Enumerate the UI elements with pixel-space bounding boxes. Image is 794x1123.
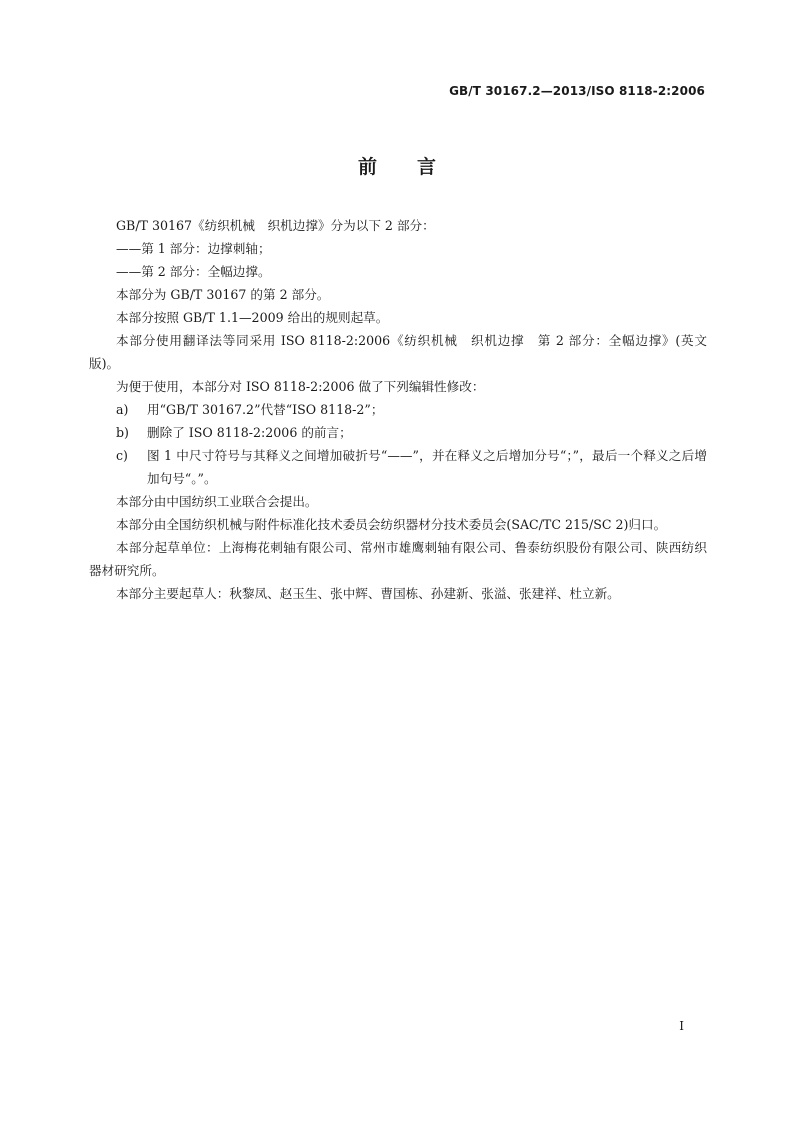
paragraph-parts-intro: GB/T 30167《纺织机械 织机边撑》分为以下 2 部分：: [116, 218, 435, 233]
paragraph-editorial-changes: 为便于使用，本部分对 ISO 8118-2:2006 做了下列编辑性修改：: [116, 379, 485, 394]
list-marker: b): [116, 425, 129, 440]
list-item-text: 删除了 ISO 8118-2:2006 的前言；: [147, 425, 352, 440]
list-marker: a): [116, 402, 129, 417]
paragraph-proposed-by: 本部分由中国纺织工业联合会提出。: [116, 494, 318, 509]
document-body: [89, 214, 707, 605]
paragraph-centralized-by: 本部分由全国纺织机械与附件标准化技术委员会纺织器材分技术委员会(SAC/TC 215/SC 2)归口。: [116, 517, 667, 532]
list-item-text: 用“GB/T 30167.2”代替“ISO 8118-2”；: [147, 402, 384, 417]
paragraph-drafting-units: 本部分起草单位：上海梅花刺轴有限公司、常州市雄鹰刺轴有限公司、鲁泰纺织股份有限公司、陕西纺织器材研究所。: [89, 540, 707, 578]
paragraph-drafting-rules: 本部分按照 GB/T 1.1—2009 给出的规则起草。: [116, 310, 389, 325]
paragraph-drafters: 本部分主要起草人：秋黎凤、赵玉生、张中辉、曹国栋、孙建新、张溢、张建祥、杜立新。: [116, 586, 620, 601]
list-item-change-a: [89, 398, 707, 421]
list-item-change-b: [89, 421, 707, 444]
list-item-text: 图 1 中尺寸符号与其释义之间增加破折号“——”，并在释义之后增加分号“；”，最后一个释义之后增加句号“。”。: [147, 448, 707, 486]
paragraph-adoption: 本部分使用翻译法等同采用 ISO 8118-2:2006《纺织机械 织机边撑 第 2 部分：全幅边撑》(英文版)。: [89, 333, 707, 371]
page-number: I: [679, 1019, 684, 1033]
list-marker: c): [116, 448, 128, 463]
list-item-part-1: ——第 1 部分：边撑刺轴；: [116, 241, 271, 256]
list-item-change-c: [89, 444, 707, 490]
paragraph-this-part: 本部分为 GB/T 30167 的第 2 部分。: [116, 287, 330, 302]
list-item-part-2: ——第 2 部分：全幅边撑。: [116, 264, 271, 279]
standard-number: GB/T 30167.2—2013/ISO 8118-2:2006: [449, 84, 705, 98]
page-title: 前言: [357, 156, 476, 178]
